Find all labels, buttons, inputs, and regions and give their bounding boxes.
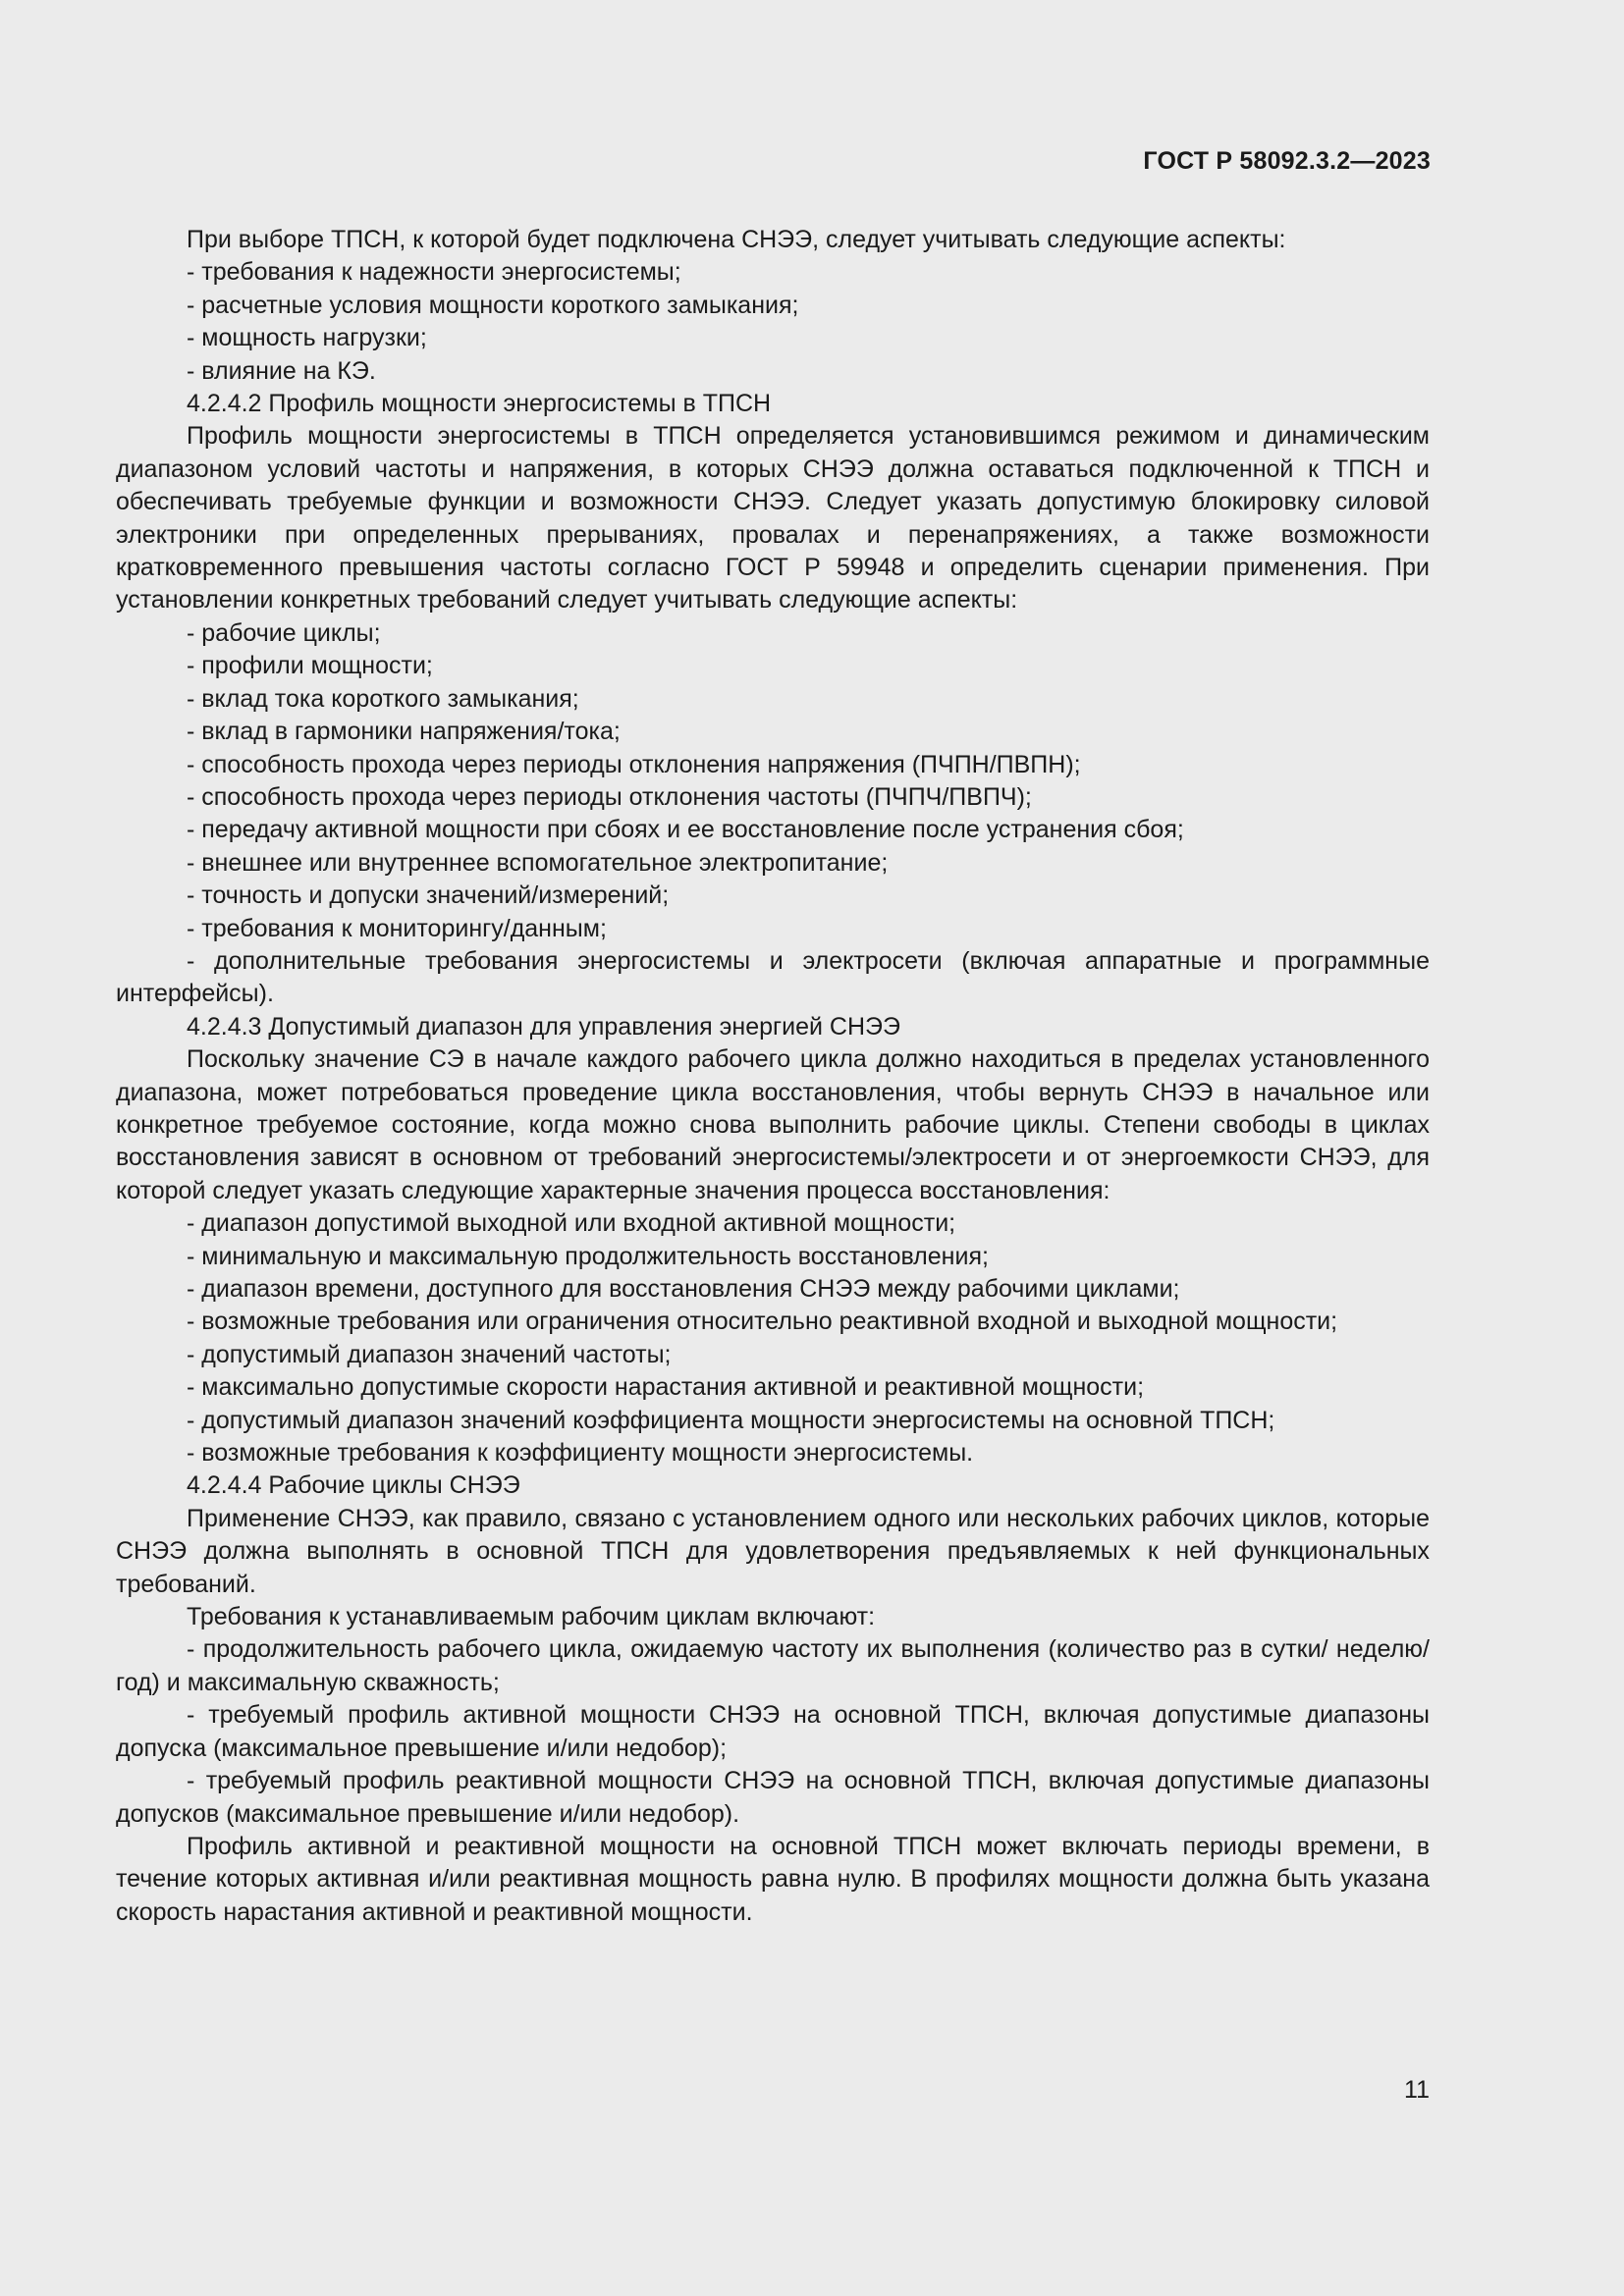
list-item: - профили мощности;	[187, 652, 433, 680]
list-item: - расчетные условия мощности короткого замыкания;	[187, 291, 799, 319]
list-item: - возможные требования или ограничения относительно реактивной входной и выходной мощности;	[187, 1308, 1338, 1336]
list-item: - максимально допустимые скорости нарастания активной и реактивной мощности;	[187, 1373, 1145, 1402]
paragraph: При выборе ТПСН, к которой будет подключена СНЭЭ, следует учитывать следующие аспекты:	[187, 226, 1286, 253]
paragraph: Требования к устанавливаемым рабочим циклам включают:	[187, 1603, 876, 1631]
list-item: - точность и допуски значений/измерений;	[187, 881, 670, 910]
list-item: - внешнее или внутреннее вспомогательное электропитание;	[187, 848, 889, 877]
list-item: - диапазон времени, доступного для восстановления СНЭЭ между рабочими циклами;	[187, 1275, 1180, 1303]
list-item: - рабочие циклы;	[187, 618, 381, 647]
list-item: - требуемый профиль активной мощности СНЭЭ на основной ТПСН, включая допустимые диапазоны допуска (максимальное превышение и/или недобор);	[116, 1701, 1430, 1762]
list-item: - способность прохода через периоды отклонения частоты (ПЧПЧ/ПВПЧ);	[187, 782, 1032, 811]
paragraph: Применение СНЭЭ, как правило, связано с установлением одного или нескольких рабочих циклов, которые СНЭЭ должна выполнять в основной ТПСН для удовлетворения предъявляемых к ней функциональных требований.	[116, 1504, 1430, 1598]
list-item: - продолжительность рабочего цикла, ожидаемую частоту их выполнения (количество раз в сутки/ неделю/год) и максимальную скважность;	[116, 1635, 1430, 1696]
paragraph: Профиль активной и реактивной мощности на основной ТПСН может включать периоды времени, в течение которых активная и/или реактивная мощность равна нулю. В профилях мощности должна быть указана скорость нарастания активной и реактивной мощности.	[116, 1832, 1430, 1926]
list-item: - минимальную и максимальную продолжительность восстановления;	[187, 1242, 989, 1270]
list-item: - дополнительные требования энергосистемы и электросети (включая аппаратные и программные интерфейсы).	[116, 946, 1430, 1008]
page-number: 11	[1404, 2076, 1430, 2104]
list-item: - способность прохода через периоды отклонения напряжения (ПЧПН/ПВПН);	[187, 750, 1081, 778]
list-item: - требования к надежности энергосистемы;	[187, 258, 681, 287]
list-item: - вклад в гармоники напряжения/тока;	[187, 718, 621, 746]
list-item: - требуемый профиль реактивной мощности СНЭЭ на основной ТПСН, включая допустимые диапазоны допусков (максимальное превышение и/или недобор).	[116, 1767, 1430, 1828]
list-item: - допустимый диапазон значений частоты;	[187, 1340, 672, 1368]
section-heading: 4.2.4.3 Допустимый диапазон для управления энергией СНЭЭ	[187, 1012, 900, 1041]
list-item: - вклад тока короткого замыкания;	[187, 684, 579, 713]
list-item: - мощность нагрузки;	[187, 324, 427, 352]
list-item: - возможные требования к коэффициенту мощности энергосистемы.	[187, 1439, 974, 1468]
paragraph: Профиль мощности энергосистемы в ТПСН определяется установившимся режимом и динамическим диапазоном условий частоты и напряжения, в которых СНЭЭ должна оставаться подключенной к ТПСН и обеспечивать требуемые функции и возможности СНЭЭ. Следует указать допустимую блокировку силовой электроники при определенных прерываниях, провалах и перенапряжениях, а также возможности кратковременного превышения частоты согласно ГОСТ Р 59948 и определить сценарии применения. При установлении конкретных требований следует учитывать следующие аспекты:	[116, 422, 1430, 614]
document-body	[116, 224, 1430, 1929]
section-heading: 4.2.4.4 Рабочие циклы СНЭЭ	[187, 1471, 520, 1500]
list-item: - диапазон допустимой выходной или входной активной мощности;	[187, 1209, 956, 1238]
section-heading: 4.2.4.2 Профиль мощности энергосистемы в ТПСН	[187, 390, 772, 418]
list-item: - допустимый диапазон значений коэффициента мощности энергосистемы на основной ТПСН;	[187, 1406, 1275, 1434]
document-header: ГОСТ Р 58092.3.2—2023	[1143, 147, 1431, 175]
list-item: - передачу активной мощности при сбоях и ее восстановление после устранения сбоя;	[187, 816, 1184, 844]
list-item: - влияние на КЭ.	[187, 356, 376, 385]
list-item: - требования к мониторингу/данным;	[187, 914, 607, 942]
paragraph: Поскольку значение СЭ в начале каждого рабочего цикла должно находиться в пределах установленного диапазона, может потребоваться проведение цикла восстановления, чтобы вернуть СНЭЭ в начальное или конкретное требуемое состояние, когда можно снова выполнить рабочие циклы. Степени свободы в циклах восстановления зависят в основном от требований энергосистемы/электросети и от энергоемкости СНЭЭ, для которой следует указать следующие характерные значения процесса восстановления:	[116, 1045, 1430, 1204]
